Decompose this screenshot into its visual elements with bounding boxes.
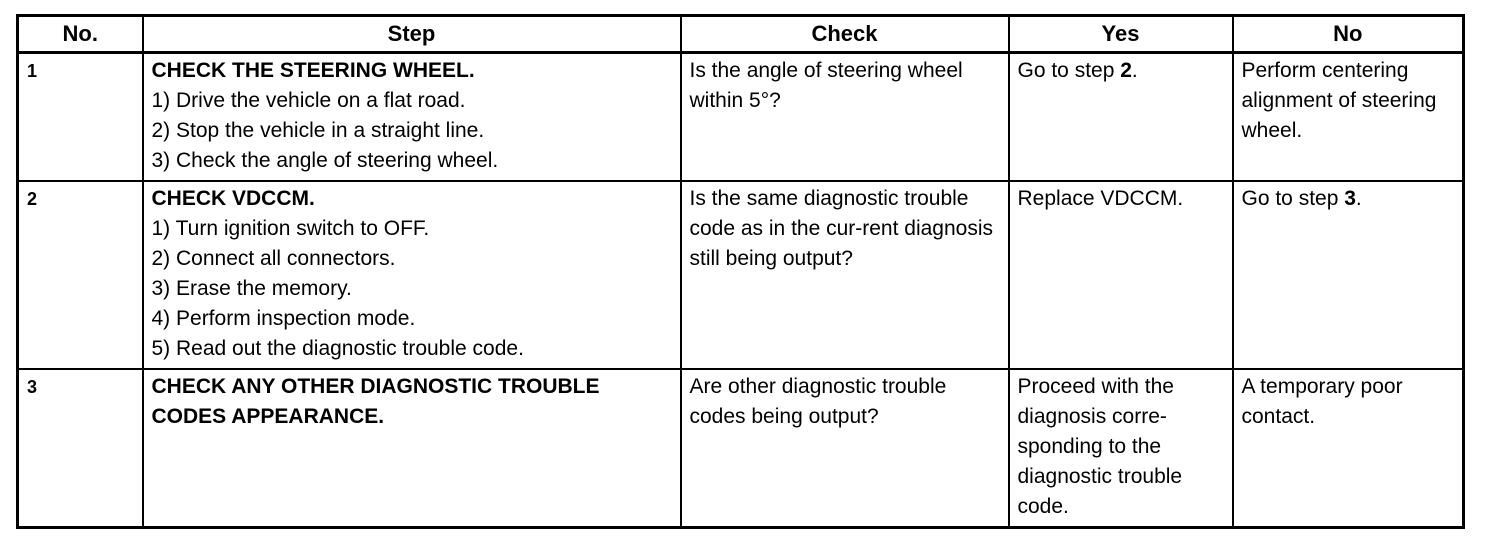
step-line: 2) Stop the vehicle in a straight line. <box>151 119 485 142</box>
header-yes: Yes <box>1009 16 1233 53</box>
no-suffix: . <box>1355 187 1362 210</box>
step-title: CHECK THE STEERING WHEEL. <box>151 59 475 82</box>
header-row <box>18 16 1464 53</box>
header-no-result: No <box>1233 16 1464 53</box>
yes-cell: Replace VDCCM. <box>1009 181 1233 369</box>
header-step: Step <box>143 16 681 53</box>
step-cell <box>143 181 681 369</box>
row-number: 1 <box>18 53 143 182</box>
step-line: 2) Connect all connectors. <box>151 247 396 270</box>
no-cell: Perform centering alignment of steering wheel. <box>1233 53 1464 182</box>
table-row <box>18 369 1464 528</box>
step-reference: 2 <box>1120 59 1132 82</box>
step-title: CHECK VDCCM. <box>151 187 315 210</box>
header-check: Check <box>681 16 1009 53</box>
step-line: 1) Turn ignition switch to OFF. <box>151 217 430 240</box>
yes-cell: Proceed with the diagnosis corre-sponding to the diagnostic trouble code. <box>1009 369 1233 528</box>
step-line: 5) Read out the diagnostic trouble code. <box>151 337 524 360</box>
row-number: 3 <box>18 369 143 528</box>
step-line: 4) Perform inspection mode. <box>151 307 416 330</box>
yes-suffix: . <box>1131 59 1138 82</box>
step-reference: 3 <box>1344 187 1356 210</box>
check-cell: Is the same diagnostic trouble code as in the cur-rent diagnosis still being output? <box>681 181 1009 369</box>
row-number: 2 <box>18 181 143 369</box>
step-line: 1) Drive the vehicle on a flat road. <box>151 89 466 112</box>
table-row <box>18 181 1464 369</box>
check-cell: Is the angle of steering wheel within 5°? <box>681 53 1009 182</box>
step-cell <box>143 53 681 182</box>
yes-cell <box>1009 53 1233 182</box>
step-title: CHECK ANY OTHER DIAGNOSTIC TROUBLE CODES APPEARANCE. <box>151 375 600 428</box>
no-cell <box>1233 181 1464 369</box>
no-cell: A temporary poor contact. <box>1233 369 1464 528</box>
check-cell: Are other diagnostic trouble codes being output? <box>681 369 1009 528</box>
step-line: 3) Check the angle of steering wheel. <box>151 149 499 172</box>
step-line: 3) Erase the memory. <box>151 277 352 300</box>
header-no: No. <box>18 16 143 53</box>
yes-text: Go to step <box>1017 59 1121 82</box>
table-row <box>18 53 1464 182</box>
diagnostic-table <box>16 14 1465 529</box>
step-cell <box>143 369 681 528</box>
no-text: Go to step <box>1241 187 1345 210</box>
